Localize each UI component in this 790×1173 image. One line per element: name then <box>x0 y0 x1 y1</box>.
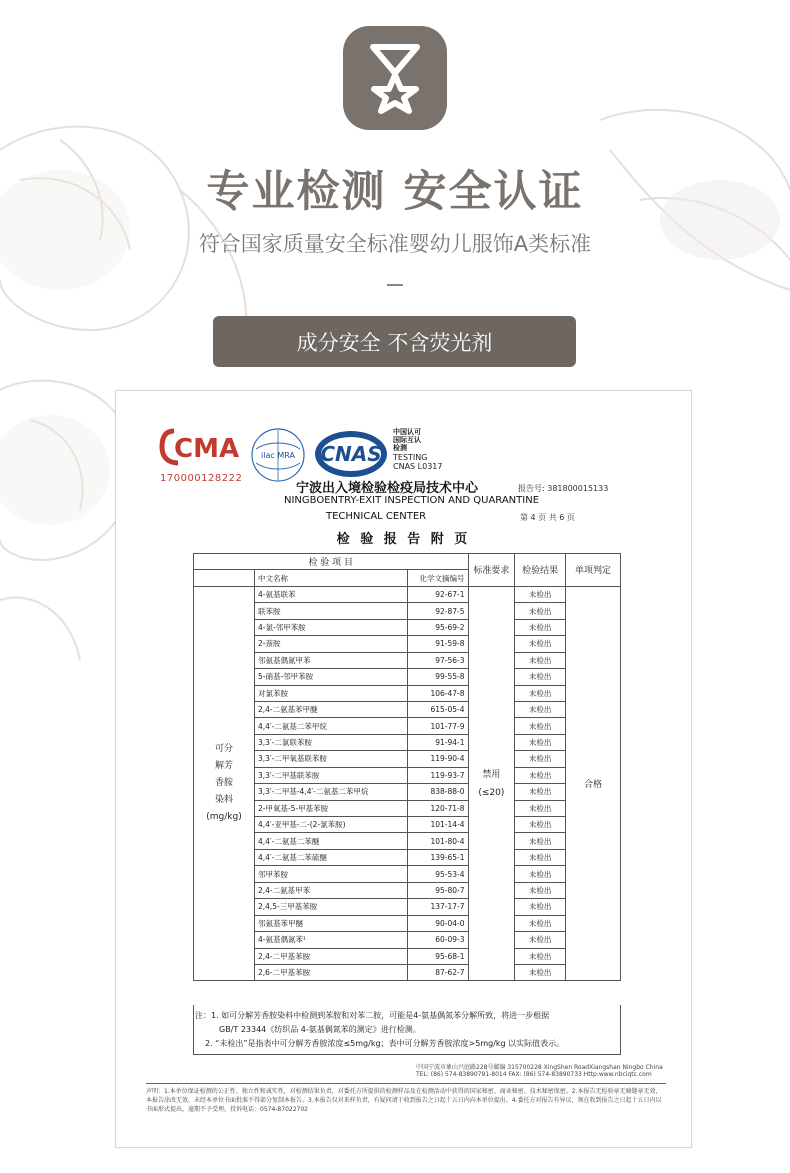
chemical-name: 4,4′-二氨基二苯甲烷 <box>255 718 408 734</box>
chemical-name: 2,4-二氨基甲苯 <box>255 882 408 898</box>
chemical-name: 4-氨基偶氮苯¹ <box>255 932 408 948</box>
test-result: 未检出 <box>515 701 566 717</box>
test-result: 未检出 <box>515 964 566 980</box>
cas-number: 91-94-1 <box>407 734 468 750</box>
org-name-en-line2: TECHNICAL CENTER <box>326 511 427 522</box>
test-report-document <box>115 390 692 1148</box>
cas-number: 90-04-0 <box>407 915 468 931</box>
test-result: 未检出 <box>515 800 566 816</box>
table-row <box>194 932 621 948</box>
standard-requirement: 禁用 (≤20) <box>468 586 515 981</box>
report-number: 报告号: 381800015133 <box>518 484 609 493</box>
chemical-name: 4-氨基联苯 <box>255 586 408 602</box>
footer-statement: 声明：1.本单位保证检测的公正性、独立性和诚实性，对检测结果负责，对委托方所提供的检测样品及在检测活动中获得的国家秘密、商业秘密、技术秘密保密。2.本报告无检验章无骑缝章无效，本报告涂改无效，未经本单位书面批准不得部分复制本报告。3.本报告仅对来样负责，有疑问请于收到报告之日起十五日内向本单位提出。4.委托方对报告有异议，须在收到报告之日起十五日内以书面形式提出，逾期不予受理。投诉电话：0574-87022702 <box>146 1088 662 1113</box>
cas-number: 92-87-5 <box>407 603 468 619</box>
cas-number: 101-14-4 <box>407 817 468 833</box>
cnas-en-text: TESTING CNAS L0317 <box>393 453 443 471</box>
test-result: 未检出 <box>515 866 566 882</box>
header-std: 标准要求 <box>468 554 515 587</box>
cas-number: 119-93-7 <box>407 767 468 783</box>
table-row <box>194 751 621 767</box>
section-banner: 成分安全 不含荧光剂 <box>213 316 576 367</box>
test-result: 未检出 <box>515 603 566 619</box>
chemical-name: 邻甲苯胺 <box>255 866 408 882</box>
test-result: 未检出 <box>515 915 566 931</box>
test-result: 未检出 <box>515 685 566 701</box>
table-row <box>194 817 621 833</box>
test-result: 未检出 <box>515 817 566 833</box>
header-item: 检 验 项 目 <box>194 554 469 570</box>
cas-number: 101-77-9 <box>407 718 468 734</box>
table-row <box>194 800 621 816</box>
chemical-name: 4,4′-二氨基二苯硫醚 <box>255 849 408 865</box>
cas-number: 106-47-8 <box>407 685 468 701</box>
cas-number: 97-56-3 <box>407 652 468 668</box>
table-row <box>194 899 621 915</box>
cas-number: 139-65-1 <box>407 849 468 865</box>
divider <box>387 284 403 286</box>
address-line-1: 中国宁波市象山兴庭路228号邮编 315700228 XingShen RoadXiangshan Ningbo China <box>416 1064 663 1071</box>
cas-number: 95-69-2 <box>407 619 468 635</box>
note-1: 注：1. 如可分解芳香胺染料中检测到苯胺和对苯二胺，可能是4-氨基偶氮苯分解所致，将进一步根据 <box>195 1011 550 1020</box>
header-judge: 单项判定 <box>566 554 621 587</box>
table-row <box>194 964 621 980</box>
footer-divider <box>146 1083 666 1084</box>
ilac-mra-logo <box>250 427 306 483</box>
table-row <box>194 882 621 898</box>
note-1b: GB/T 23344《纺织品 4-氨基偶氮苯的测定》进行检测。 <box>219 1025 421 1034</box>
cas-number: 101-80-4 <box>407 833 468 849</box>
cas-number: 87-62-7 <box>407 964 468 980</box>
judgement-cell: 合格 <box>566 586 621 981</box>
table-row <box>194 718 621 734</box>
header-name: 中文名称 <box>255 570 408 586</box>
category-cell: 可分 解芳 香胺 染料 (mg/kg) <box>194 586 255 981</box>
cma-logo-text: CMA <box>174 434 240 464</box>
chemical-name: 3,3′-二甲基联苯胺 <box>255 767 408 783</box>
cas-number: 60-09-3 <box>407 932 468 948</box>
table-row <box>194 866 621 882</box>
test-result: 未检出 <box>515 882 566 898</box>
page-subtitle: 符合国家质量安全标准婴幼儿服饰A类标准 <box>198 232 592 256</box>
table-row <box>194 685 621 701</box>
cas-number: 615-05-4 <box>407 701 468 717</box>
cas-number: 91-59-8 <box>407 636 468 652</box>
test-result: 未检出 <box>515 636 566 652</box>
test-result: 未检出 <box>515 751 566 767</box>
chemical-name: 对氯苯胺 <box>255 685 408 701</box>
chemical-name: 3,3′-二甲基-4,4′-二氨基二苯甲烷 <box>255 784 408 800</box>
table-row <box>194 915 621 931</box>
table-row <box>194 734 621 750</box>
chemical-name: 2-甲氧基-5-甲基苯胺 <box>255 800 408 816</box>
chemical-name: 邻氨基苯甲醚 <box>255 915 408 931</box>
chemical-name: 4,4′-二氨基二苯醚 <box>255 833 408 849</box>
test-result: 未检出 <box>515 849 566 865</box>
test-result: 未检出 <box>515 784 566 800</box>
cas-number: 119-90-4 <box>407 751 468 767</box>
chemical-name: 2,4,5-三甲基苯胺 <box>255 899 408 915</box>
chemical-name: 2,6-二甲基苯胺 <box>255 964 408 980</box>
test-result: 未检出 <box>515 899 566 915</box>
header-blank <box>194 570 255 586</box>
header-cas: 化学文摘编号 <box>407 570 468 586</box>
table-row <box>194 784 621 800</box>
chemical-name: 2-萘胺 <box>255 636 408 652</box>
test-result: 未检出 <box>515 948 566 964</box>
chemical-name: 邻氨基偶氮甲苯 <box>255 652 408 668</box>
test-result: 未检出 <box>515 767 566 783</box>
report-notes <box>195 1009 623 1051</box>
test-results-table <box>193 553 621 981</box>
chemical-name: 3,3′-二甲氧基联苯胺 <box>255 751 408 767</box>
chemical-name: 2,4-二甲基苯胺 <box>255 948 408 964</box>
table-row <box>194 619 621 635</box>
test-result: 未检出 <box>515 833 566 849</box>
table-row <box>194 833 621 849</box>
table-row <box>194 849 621 865</box>
cma-number: 170000128222 <box>160 473 243 484</box>
medal-star-icon <box>363 43 427 113</box>
ilac-text: ilac MRA <box>261 451 295 460</box>
cas-number: 137-17-7 <box>407 899 468 915</box>
cma-logo <box>160 427 240 467</box>
table-row <box>194 669 621 685</box>
chemical-name: 联苯胺 <box>255 603 408 619</box>
address-line-2: TEL: (86) 574-83890791-8014 FAX: (86) 574-83890733 Http:www.nbciqtc.com <box>416 1071 652 1078</box>
table-row <box>194 652 621 668</box>
test-result: 未检出 <box>515 669 566 685</box>
cas-number: 95-68-1 <box>407 948 468 964</box>
cas-number: 838-88-0 <box>407 784 468 800</box>
chemical-name: 4,4′-亚甲基-二-(2-氯苯胺) <box>255 817 408 833</box>
org-name-cn: 宁波出入境检验检疫局技术中心 <box>296 481 479 496</box>
org-name-en-line1: NINGBOENTRY-EXIT INSPECTION AND QUARANTINE <box>284 495 540 506</box>
table-row <box>194 586 621 602</box>
chemical-name: 2,4-二氨基苯甲醚 <box>255 701 408 717</box>
cas-number: 95-80-7 <box>407 882 468 898</box>
test-result: 未检出 <box>515 932 566 948</box>
cas-number: 99-55-8 <box>407 669 468 685</box>
cas-number: 120-71-8 <box>407 800 468 816</box>
page-title: 专业检测 安全认证 <box>206 167 584 217</box>
cas-number: 92-67-1 <box>407 586 468 602</box>
chemical-name: 3,3′-二氯联苯胺 <box>255 734 408 750</box>
chemical-name: 5-硝基-邻甲苯胺 <box>255 669 408 685</box>
table-row <box>194 636 621 652</box>
table-row <box>194 701 621 717</box>
cnas-logo-text: CNAS <box>320 442 382 466</box>
test-result: 未检出 <box>515 718 566 734</box>
cas-number: 95-53-4 <box>407 866 468 882</box>
test-result: 未检出 <box>515 619 566 635</box>
test-result: 未检出 <box>515 652 566 668</box>
chemical-name: 4-氯-邻甲苯胺 <box>255 619 408 635</box>
medal-badge <box>343 26 447 130</box>
test-result: 未检出 <box>515 586 566 602</box>
report-title: 检 验 报 告 附 页 <box>336 532 471 547</box>
table-row <box>194 603 621 619</box>
test-result: 未检出 <box>515 734 566 750</box>
page-number: 第 4 页 共 6 页 <box>520 513 575 522</box>
cnas-cn-text: 中国认可 国际互认 检测 <box>393 428 421 452</box>
table-row <box>194 767 621 783</box>
note-2: 2. “未检出”是指表中可分解芳香胺浓度≤5mg/kg；表中可分解芳香胺浓度>5mg/kg 以实际值表示。 <box>205 1039 565 1048</box>
header-result: 检验结果 <box>515 554 566 587</box>
cnas-logo <box>313 429 389 479</box>
table-row <box>194 948 621 964</box>
